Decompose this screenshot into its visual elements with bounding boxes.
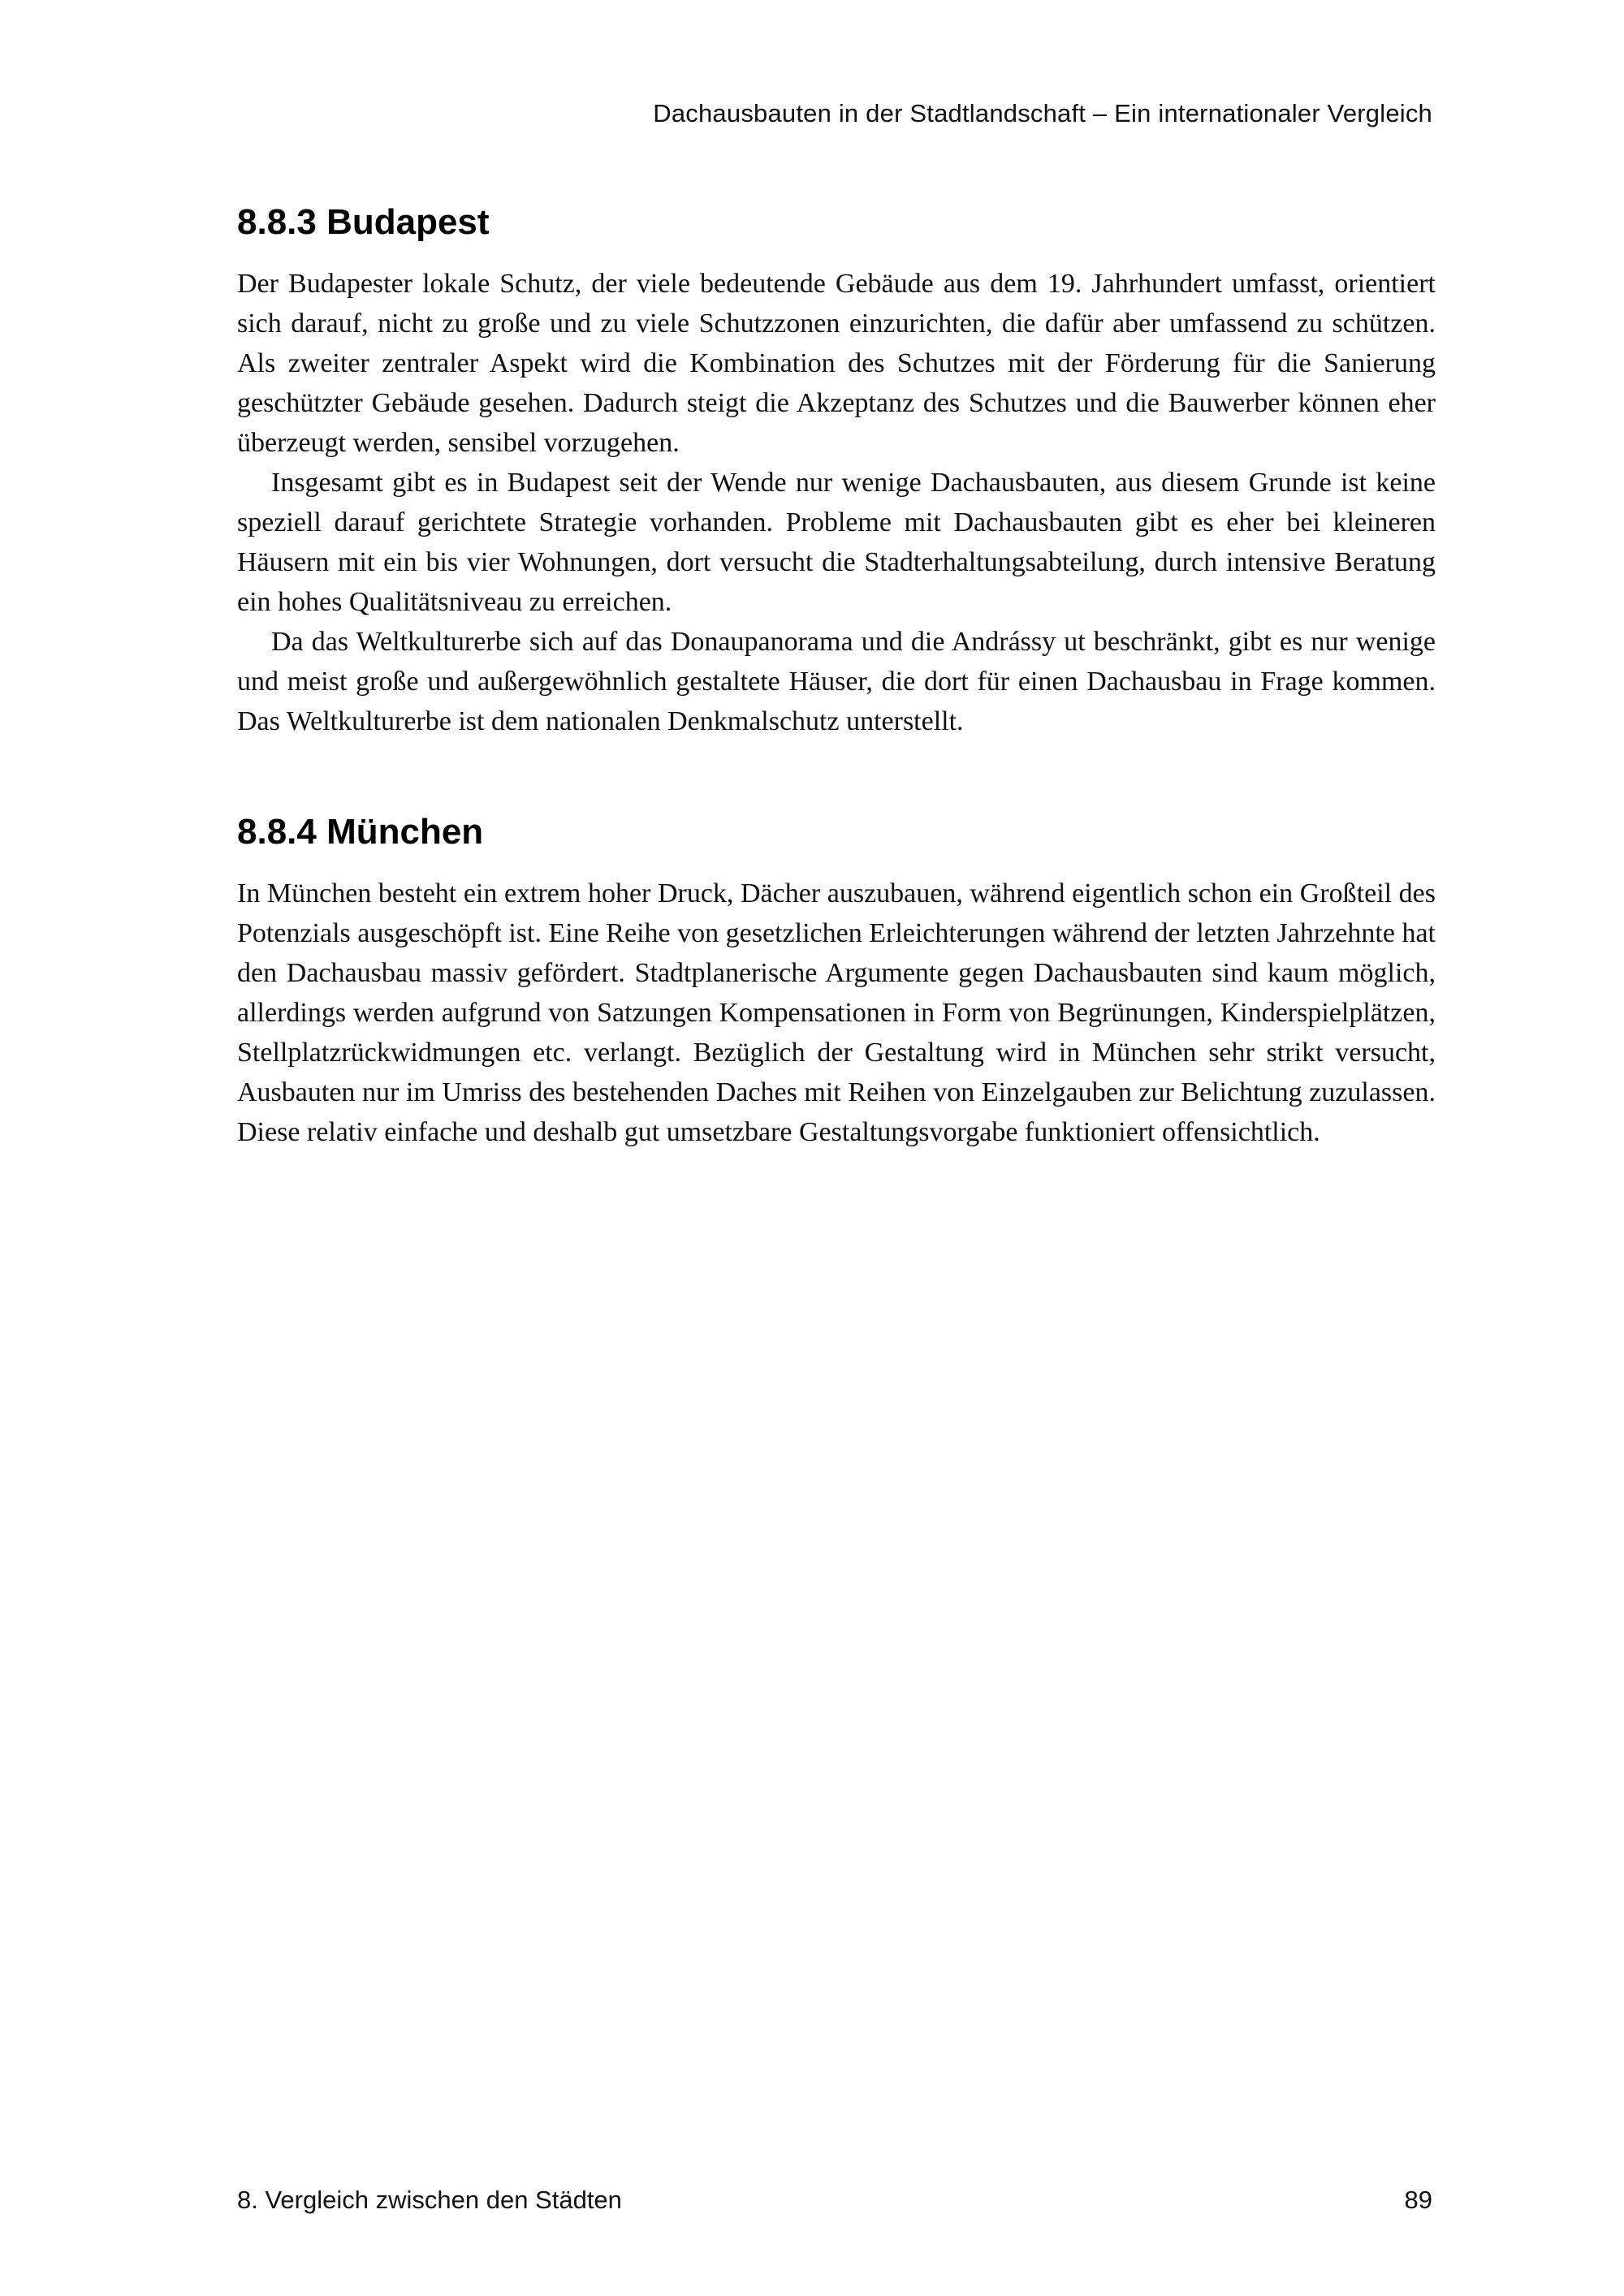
section-heading-muenchen: 8.8.4 München xyxy=(237,811,484,852)
paragraph-budapest-1: Der Budapester lokale Schutz, der viele bedeutende Gebäude aus dem 19. Jahrhundert umfasst, orientiert sich darauf, nicht zu große und zu viele Schutzzonen einzurichten, die dafür aber umfassend zu schützen. Als zweiter zentraler Aspekt wird die Kombination des Schutzes mit der Förderung für die Sanierung geschützter Gebäude gesehen. Dadurch steigt die Akzeptanz des Schutzes und die Bauwerber können eher überzeugt werden, sensibel vorzugehen. xyxy=(237,268,1436,458)
page-number: 89 xyxy=(1404,2186,1432,2214)
section-muenchen xyxy=(237,811,1436,1152)
paragraph-budapest-2: Insgesamt gibt es in Budapest seit der Wende nur wenige Dachausbauten, aus diesem Grunde ist keine speziell darauf gerichtete Strategie vorhanden. Probleme mit Dachausbauten gibt es eher bei kleineren Häusern mit ein bis vier Wohnungen, dort versucht die Stadterhaltungsabteilung, durch intensive Beratung ein hohes Qualitätsniveau zu erreichen. xyxy=(237,467,1436,617)
section-heading-budapest: 8.8.3 Budapest xyxy=(237,202,490,242)
footer-chapter-title: 8. Vergleich zwischen den Städten xyxy=(237,2186,622,2214)
section-budapest xyxy=(237,201,1436,741)
paragraph-budapest-3: Da das Weltkulturerbe sich auf das Donaupanorama und die Andrássy ut beschränkt, gibt es nur wenige und meist große und außergewöhnlich gestaltete Häuser, die dort für einen Dachausbau in Frage kommen. Das Weltkulturerbe ist dem nationalen Denkmalschutz unterstellt. xyxy=(237,626,1436,736)
page-body xyxy=(237,201,1436,1152)
paragraph-muenchen-1: In München besteht ein extrem hoher Druck, Dächer auszubauen, während eigentlich schon ein Großteil des Potenzials ausgeschöpft ist. Eine Reihe von gesetzlichen Erleichterungen während der letzten Jahrzehnte hat den Dachausbau massiv gefördert. Stadtplanerische Argumente gegen Dachausbauten sind kaum möglich, allerdings werden aufgrund von Satzungen Kompensationen in Form von Begrünungen, Kinderspielplätzen, Stellplatzrückwidmungen etc. verlangt. Bezüglich der Gestaltung wird in München sehr strikt versucht, Ausbauten nur im Umriss des bestehenden Daches mit Reihen von Einzelgauben zur Belichtung zuzulassen. Diese relativ einfache und deshalb gut umsetzbare Gestaltungsvorgabe funktioniert offensichtlich. xyxy=(237,878,1436,1147)
running-header: Dachausbauten in der Stadtlandschaft – Ein internationaler Vergleich xyxy=(653,99,1432,127)
